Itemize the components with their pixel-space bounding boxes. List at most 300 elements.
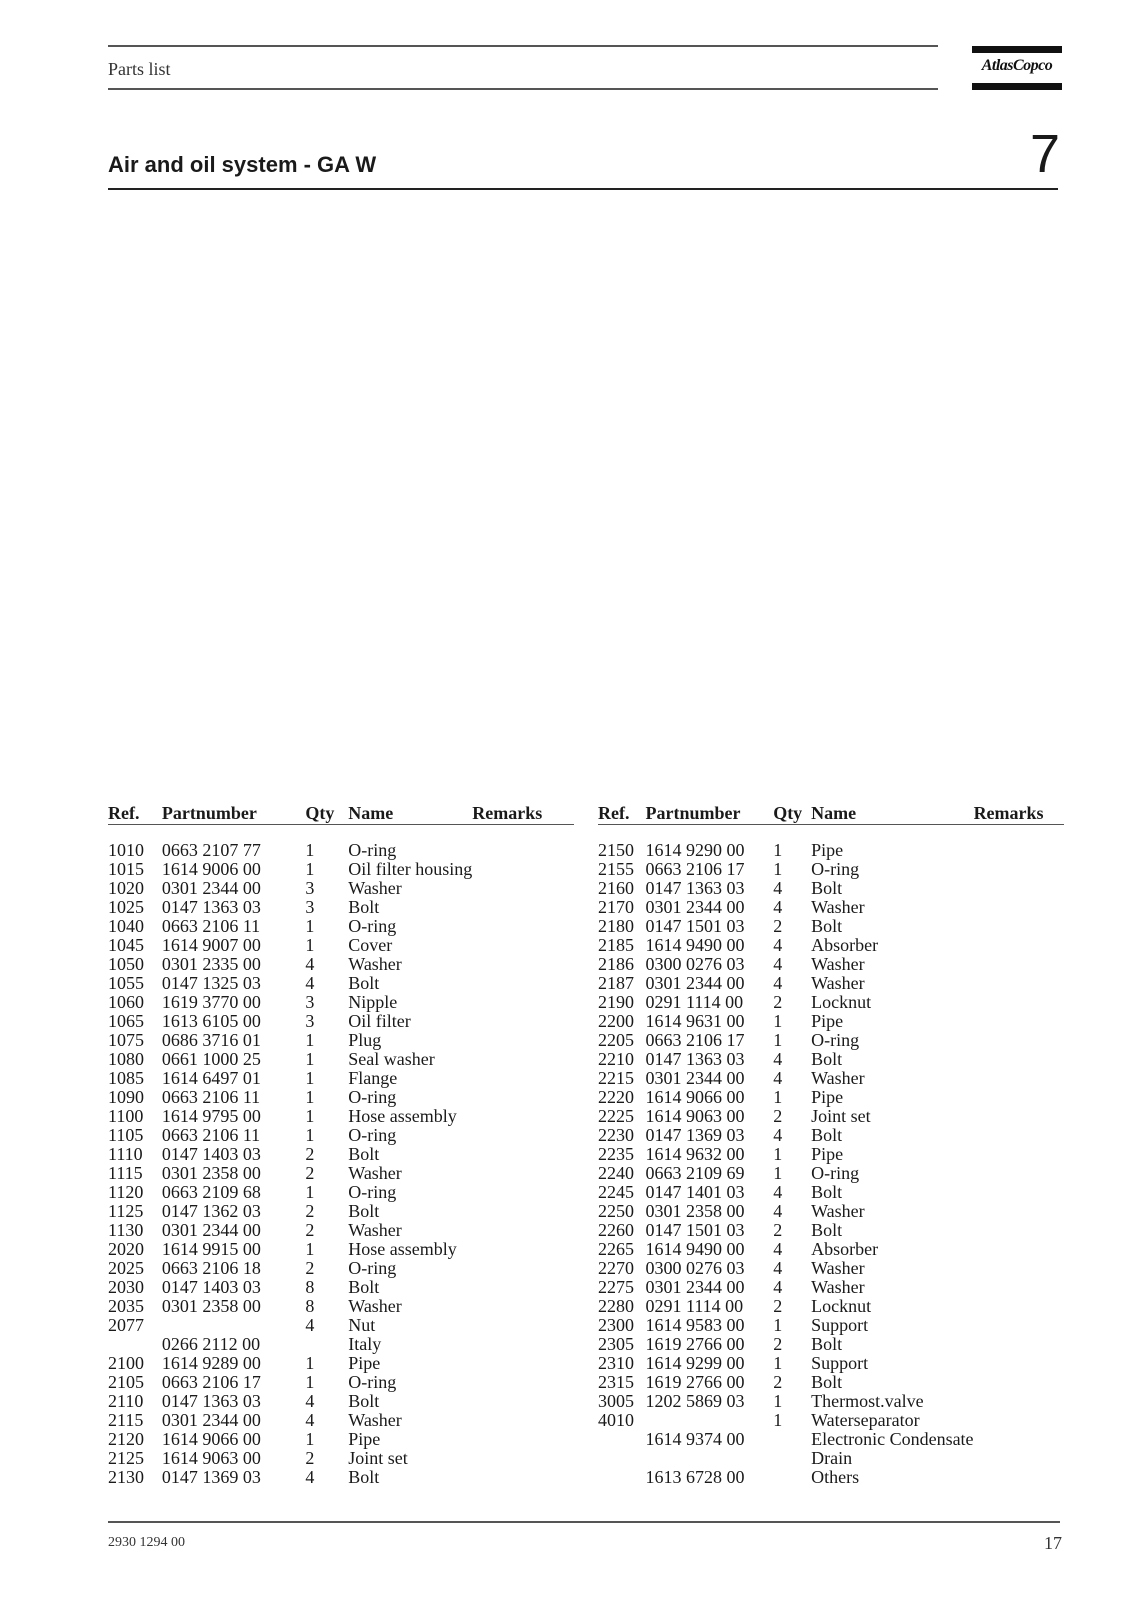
table-row — [598, 1240, 1064, 1259]
table-row — [598, 1183, 1064, 1202]
cell-qty: 4 — [773, 1239, 783, 1259]
cell-name: Bolt — [811, 1049, 843, 1069]
cell-partnumber: 0301 2344 00 — [645, 1068, 745, 1088]
cell-remarks — [974, 1202, 1064, 1221]
cell-ref: 2180 — [598, 916, 634, 936]
cell-name: Cover — [348, 935, 393, 955]
cell-partnumber: 0301 2335 00 — [161, 954, 261, 974]
table-row — [598, 1373, 1064, 1392]
cell-qty: 1 — [305, 1239, 315, 1259]
cell-partnumber: 0147 1362 03 — [161, 1201, 261, 1221]
cell-qty: 2 — [773, 1296, 783, 1316]
column-header-qty: Qty — [305, 800, 348, 825]
cell-remarks — [974, 1240, 1064, 1259]
cell-qty: 1 — [305, 1030, 315, 1050]
cell-remarks — [472, 1088, 574, 1107]
cell-partnumber: 0147 1363 03 — [161, 1391, 261, 1411]
cell-qty: 4 — [305, 954, 315, 974]
table-row — [598, 955, 1064, 974]
cell-name: Washer — [811, 1277, 865, 1297]
table-row — [108, 1145, 574, 1164]
cell-remarks — [974, 1297, 1064, 1316]
table-row — [598, 825, 1064, 861]
cell-qty: 2 — [773, 916, 783, 936]
cell-name: Washer — [811, 1201, 865, 1221]
cell-ref: 1010 — [108, 840, 144, 860]
table-row — [108, 1297, 574, 1316]
cell-name: Drain — [811, 1448, 853, 1468]
cell-qty: 1 — [773, 1410, 783, 1430]
cell-ref: 2215 — [598, 1068, 634, 1088]
cell-ref: 1040 — [108, 916, 144, 936]
cell-partnumber: 0663 2106 11 — [161, 1087, 261, 1107]
cell-remarks — [974, 974, 1064, 993]
cell-name: Thermost.valve — [811, 1391, 924, 1411]
cell-remarks — [472, 1107, 574, 1126]
cell-remarks — [472, 1031, 574, 1050]
cell-qty: 4 — [773, 878, 783, 898]
cell-name: O-ring — [811, 1163, 860, 1183]
cell-remarks — [472, 1430, 574, 1449]
column-header-qty: Qty — [773, 800, 811, 825]
cell-partnumber: 0661 1000 25 — [161, 1049, 261, 1069]
cell-remarks — [472, 917, 574, 936]
cell-ref: 2315 — [598, 1372, 634, 1392]
parts-table-left-body — [108, 825, 574, 1488]
cell-name: Bolt — [811, 1220, 843, 1240]
cell-remarks — [974, 1449, 1064, 1468]
cell-remarks — [974, 936, 1064, 955]
logo-bottom-bar — [972, 83, 1062, 90]
cell-remarks — [472, 1202, 574, 1221]
brand-logo — [972, 46, 1062, 90]
cell-name: Bolt — [348, 1277, 380, 1297]
cell-partnumber: 1614 9490 00 — [645, 935, 745, 955]
table-row — [108, 1373, 574, 1392]
table-row — [108, 917, 574, 936]
cell-partnumber — [645, 1449, 773, 1468]
cell-partnumber: 0147 1363 03 — [645, 878, 745, 898]
cell-name: O-ring — [348, 916, 397, 936]
table-row — [598, 1449, 1064, 1468]
document-number: 2930 1294 00 — [108, 1535, 185, 1550]
cell-remarks — [974, 1392, 1064, 1411]
cell-ref: 2030 — [108, 1277, 144, 1297]
cell-ref: 2077 — [108, 1315, 144, 1335]
cell-remarks — [974, 879, 1064, 898]
cell-partnumber: 1613 6728 00 — [645, 1467, 745, 1487]
cell-name: Bolt — [811, 1334, 843, 1354]
cell-qty: 1 — [305, 1087, 315, 1107]
cell-remarks — [974, 1259, 1064, 1278]
table-row — [598, 1031, 1064, 1050]
cell-qty: 3 — [305, 992, 315, 1012]
cell-ref: 2200 — [598, 1011, 634, 1031]
table-header-row — [598, 800, 1064, 825]
cell-name: Washer — [348, 954, 402, 974]
cell-partnumber: 1619 2766 00 — [645, 1334, 745, 1354]
cell-qty: 2 — [773, 1334, 783, 1354]
cell-name: Washer — [348, 1163, 402, 1183]
cell-ref: 2210 — [598, 1049, 634, 1069]
cell-ref: 2115 — [108, 1410, 144, 1430]
cell-name: Bolt — [348, 1201, 380, 1221]
cell-remarks — [472, 1411, 574, 1430]
cell-remarks — [472, 1240, 574, 1259]
table-row — [108, 1107, 574, 1126]
cell-partnumber: 1619 2766 00 — [645, 1372, 745, 1392]
table-row — [598, 1107, 1064, 1126]
table-row — [108, 898, 574, 917]
cell-qty: 2 — [773, 992, 783, 1012]
cell-name: Hose assembly — [348, 1106, 457, 1126]
cell-partnumber: 0147 1369 03 — [645, 1125, 745, 1145]
cell-qty: 4 — [305, 1410, 315, 1430]
cell-qty: 4 — [773, 1068, 783, 1088]
cell-qty: 1 — [773, 840, 783, 860]
cell-partnumber: 1619 3770 00 — [161, 992, 261, 1012]
cell-name: Hose assembly — [348, 1239, 457, 1259]
cell-qty: 4 — [773, 973, 783, 993]
cell-remarks — [974, 860, 1064, 879]
table-row — [108, 1335, 574, 1354]
cell-partnumber: 0147 1501 03 — [645, 1220, 745, 1240]
cell-name: Washer — [348, 1296, 402, 1316]
cell-partnumber: 1614 9631 00 — [645, 1011, 745, 1031]
cell-ref: 1125 — [108, 1201, 144, 1221]
cell-qty — [773, 1449, 811, 1468]
cell-partnumber: 1614 9290 00 — [645, 840, 745, 860]
cell-partnumber: 1614 9066 00 — [161, 1429, 261, 1449]
cell-name: Seal washer — [348, 1049, 435, 1069]
cell-name: Pipe — [811, 1087, 844, 1107]
cell-qty — [773, 1468, 811, 1487]
cell-partnumber: 1614 9299 00 — [645, 1353, 745, 1373]
cell-ref: 2225 — [598, 1106, 634, 1126]
table-row — [108, 1411, 574, 1430]
table-row — [108, 993, 574, 1012]
cell-remarks — [974, 1088, 1064, 1107]
table-row — [598, 1354, 1064, 1373]
column-header-name: Name — [348, 800, 472, 825]
table-row — [108, 1316, 574, 1335]
table-row — [108, 1354, 574, 1373]
cell-remarks — [472, 879, 574, 898]
cell-partnumber: 0300 0276 03 — [645, 1258, 745, 1278]
cell-ref: 2105 — [108, 1372, 144, 1392]
cell-partnumber: 1614 9374 00 — [645, 1429, 745, 1449]
cell-qty: 2 — [305, 1201, 315, 1221]
cell-qty: 1 — [773, 1144, 783, 1164]
cell-remarks — [974, 1354, 1064, 1373]
table-row — [108, 825, 574, 861]
cell-ref: 1100 — [108, 1106, 144, 1126]
cell-qty: 1 — [305, 1353, 315, 1373]
table-row — [108, 1126, 574, 1145]
cell-name: Support — [811, 1353, 869, 1373]
cell-partnumber: 0301 2344 00 — [645, 1277, 745, 1297]
cell-qty: 1 — [305, 916, 315, 936]
cell-ref: 2155 — [598, 859, 634, 879]
parts-table-right-body — [598, 825, 1064, 1488]
cell-partnumber: 0301 2344 00 — [161, 1220, 261, 1240]
cell-remarks — [472, 898, 574, 917]
cell-ref — [598, 1430, 645, 1449]
cell-name: O-ring — [348, 840, 397, 860]
cell-qty: 2 — [773, 1106, 783, 1126]
cell-remarks — [974, 1278, 1064, 1297]
cell-remarks — [472, 1278, 574, 1297]
page-number: 17 — [1044, 1533, 1062, 1553]
page-title: Air and oil system - GA W — [108, 152, 377, 177]
table-row — [108, 1430, 574, 1449]
cell-name: Waterseparator — [811, 1410, 920, 1430]
table-row — [108, 1012, 574, 1031]
cell-name: Joint set — [348, 1448, 408, 1468]
cell-partnumber: 0301 2344 00 — [161, 1410, 261, 1430]
table-row — [108, 860, 574, 879]
table-row — [598, 1430, 1064, 1449]
cell-ref: 2020 — [108, 1239, 144, 1259]
table-row — [108, 1240, 574, 1259]
table-row — [108, 1449, 574, 1468]
table-row — [108, 1202, 574, 1221]
cell-qty: 4 — [773, 1258, 783, 1278]
cell-name: Washer — [348, 1220, 402, 1240]
table-row — [108, 1069, 574, 1088]
cell-ref: 1085 — [108, 1068, 144, 1088]
cell-partnumber: 0663 2106 17 — [161, 1372, 261, 1392]
cell-remarks — [472, 1145, 574, 1164]
cell-qty: 1 — [305, 1068, 315, 1088]
cell-remarks — [472, 955, 574, 974]
cell-partnumber: 0301 2358 00 — [645, 1201, 745, 1221]
cell-name: Pipe — [811, 840, 844, 860]
cell-remarks — [472, 1392, 574, 1411]
cell-ref: 3005 — [598, 1391, 634, 1411]
cell-ref: 2240 — [598, 1163, 634, 1183]
cell-ref: 1080 — [108, 1049, 144, 1069]
cell-qty: 1 — [773, 1163, 783, 1183]
cell-partnumber: 1614 9632 00 — [645, 1144, 745, 1164]
table-row — [598, 1468, 1064, 1487]
cell-partnumber: 0147 1501 03 — [645, 916, 745, 936]
cell-remarks — [974, 1012, 1064, 1031]
cell-partnumber: 0686 3716 01 — [161, 1030, 261, 1050]
cell-partnumber — [645, 1411, 773, 1430]
table-row — [598, 860, 1064, 879]
cell-ref: 1130 — [108, 1220, 144, 1240]
table-row — [598, 1088, 1064, 1107]
cell-ref: 1115 — [108, 1163, 143, 1183]
cell-remarks — [472, 1354, 574, 1373]
cell-ref: 2270 — [598, 1258, 634, 1278]
cell-remarks — [974, 955, 1064, 974]
cell-ref: 1120 — [108, 1182, 144, 1202]
logo-wordmark: AtlasCopco — [981, 57, 1053, 74]
cell-partnumber: 1613 6105 00 — [161, 1011, 261, 1031]
cell-partnumber: 0301 2344 00 — [645, 973, 745, 993]
cell-remarks — [472, 860, 574, 879]
cell-partnumber: 1614 9583 00 — [645, 1315, 745, 1335]
cell-partnumber: 0147 1363 03 — [645, 1049, 745, 1069]
cell-qty: 1 — [305, 1049, 315, 1069]
cell-qty: 4 — [773, 1182, 783, 1202]
cell-qty: 4 — [305, 973, 315, 993]
cell-name: Bolt — [348, 1467, 380, 1487]
cell-remarks — [472, 1449, 574, 1468]
cell-remarks — [974, 1031, 1064, 1050]
cell-remarks — [472, 1183, 574, 1202]
table-row — [108, 1221, 574, 1240]
cell-partnumber: 0147 1403 03 — [161, 1277, 261, 1297]
cell-name: Oil filter — [348, 1011, 411, 1031]
cell-partnumber: 1614 9007 00 — [161, 935, 261, 955]
cell-remarks — [472, 1297, 574, 1316]
cell-qty: 1 — [773, 1030, 783, 1050]
title-rule — [108, 188, 1058, 190]
cell-remarks — [974, 1468, 1064, 1487]
cell-name: Washer — [811, 973, 865, 993]
table-header-row — [108, 800, 574, 825]
cell-ref: 2100 — [108, 1353, 144, 1373]
cell-name: Bolt — [811, 1182, 843, 1202]
cell-ref: 2160 — [598, 878, 634, 898]
cell-partnumber: 1614 9795 00 — [161, 1106, 261, 1126]
cell-ref: 2120 — [108, 1429, 144, 1449]
table-row — [598, 1050, 1064, 1069]
cell-qty: 2 — [773, 1220, 783, 1240]
cell-partnumber: 0301 2344 00 — [645, 897, 745, 917]
cell-name: Nut — [348, 1315, 376, 1335]
cell-partnumber: 0301 2358 00 — [161, 1296, 261, 1316]
cell-qty: 1 — [305, 1182, 315, 1202]
header-section-label: Parts list — [108, 59, 171, 79]
cell-ref: 2250 — [598, 1201, 634, 1221]
chapter-number: 7 — [1029, 124, 1060, 184]
cell-remarks — [974, 1107, 1064, 1126]
table-row — [598, 1126, 1064, 1145]
parts-table-left — [108, 800, 574, 1487]
cell-ref: 1055 — [108, 973, 144, 993]
cell-remarks — [974, 1126, 1064, 1145]
cell-remarks — [472, 974, 574, 993]
cell-partnumber: 1614 9006 00 — [161, 859, 261, 879]
cell-remarks — [472, 1164, 574, 1183]
cell-remarks — [974, 1411, 1064, 1430]
cell-qty — [305, 1335, 348, 1354]
cell-remarks — [472, 1126, 574, 1145]
column-header-ref: Ref. — [108, 800, 162, 825]
cell-name: Pipe — [811, 1011, 844, 1031]
column-header-remarks: Remarks — [974, 800, 1064, 825]
cell-ref: 1065 — [108, 1011, 144, 1031]
cell-ref: 2245 — [598, 1182, 634, 1202]
table-row — [598, 1278, 1064, 1297]
table-row — [108, 1278, 574, 1297]
cell-partnumber: 0291 1114 00 — [645, 992, 744, 1012]
cell-ref: 2205 — [598, 1030, 634, 1050]
cell-remarks — [974, 1069, 1064, 1088]
cell-partnumber: 1614 6497 01 — [161, 1068, 261, 1088]
table-row — [598, 1069, 1064, 1088]
cell-name: O-ring — [811, 1030, 860, 1050]
cell-partnumber: 0301 2358 00 — [161, 1163, 261, 1183]
cell-ref: 2260 — [598, 1220, 634, 1240]
cell-name: Pipe — [811, 1144, 844, 1164]
cell-ref: 1050 — [108, 954, 144, 974]
cell-name: O-ring — [348, 1087, 397, 1107]
cell-qty: 2 — [305, 1144, 315, 1164]
cell-partnumber: 0147 1401 03 — [645, 1182, 745, 1202]
table-row — [108, 1392, 574, 1411]
column-header-partnumber: Partnumber — [645, 800, 773, 825]
cell-ref: 2305 — [598, 1334, 634, 1354]
cell-qty: 1 — [305, 859, 315, 879]
cell-name: Pipe — [348, 1429, 381, 1449]
table-row — [598, 1297, 1064, 1316]
cell-name: Bolt — [811, 1372, 843, 1392]
table-row — [598, 879, 1064, 898]
cell-ref: 2110 — [108, 1391, 144, 1411]
cell-name: Absorber — [811, 1239, 879, 1259]
cell-remarks — [974, 917, 1064, 936]
cell-qty: 2 — [305, 1448, 315, 1468]
cell-name: O-ring — [811, 859, 860, 879]
table-row — [108, 1050, 574, 1069]
column-header-ref: Ref. — [598, 800, 645, 825]
cell-partnumber: 0147 1363 03 — [161, 897, 261, 917]
table-row — [108, 1259, 574, 1278]
cell-name: Washer — [348, 1410, 402, 1430]
table-row — [108, 955, 574, 974]
cell-name: Washer — [811, 1068, 865, 1088]
cell-ref: 2186 — [598, 954, 634, 974]
cell-qty: 4 — [773, 897, 783, 917]
cell-qty: 8 — [305, 1296, 315, 1316]
cell-name: Washer — [811, 1258, 865, 1278]
cell-name: Italy — [348, 1334, 382, 1354]
cell-remarks — [974, 825, 1064, 861]
cell-qty: 1 — [305, 935, 315, 955]
cell-partnumber: 0663 2106 17 — [645, 859, 745, 879]
cell-qty — [773, 1430, 811, 1449]
cell-remarks — [974, 1316, 1064, 1335]
cell-partnumber: 1202 5869 03 — [645, 1391, 745, 1411]
cell-ref: 2125 — [108, 1448, 144, 1468]
cell-name: Support — [811, 1315, 869, 1335]
cell-remarks — [472, 993, 574, 1012]
cell-ref: 2230 — [598, 1125, 634, 1145]
cell-qty: 1 — [773, 1353, 783, 1373]
cell-name: Oil filter housing — [348, 859, 473, 879]
cell-qty: 4 — [773, 935, 783, 955]
cell-qty: 2 — [305, 1220, 315, 1240]
cell-qty: 1 — [305, 840, 315, 860]
cell-qty: 4 — [305, 1391, 315, 1411]
cell-remarks — [974, 1050, 1064, 1069]
cell-partnumber: 0147 1325 03 — [161, 973, 261, 993]
cell-ref — [108, 1335, 162, 1354]
cell-remarks — [974, 1164, 1064, 1183]
cell-partnumber: 1614 9063 00 — [645, 1106, 745, 1126]
cell-remarks — [472, 1468, 574, 1487]
cell-partnumber: 1614 9063 00 — [161, 1448, 261, 1468]
cell-remarks — [974, 1221, 1064, 1240]
cell-remarks — [974, 993, 1064, 1012]
cell-qty: 1 — [773, 1315, 783, 1335]
cell-remarks — [472, 1050, 574, 1069]
